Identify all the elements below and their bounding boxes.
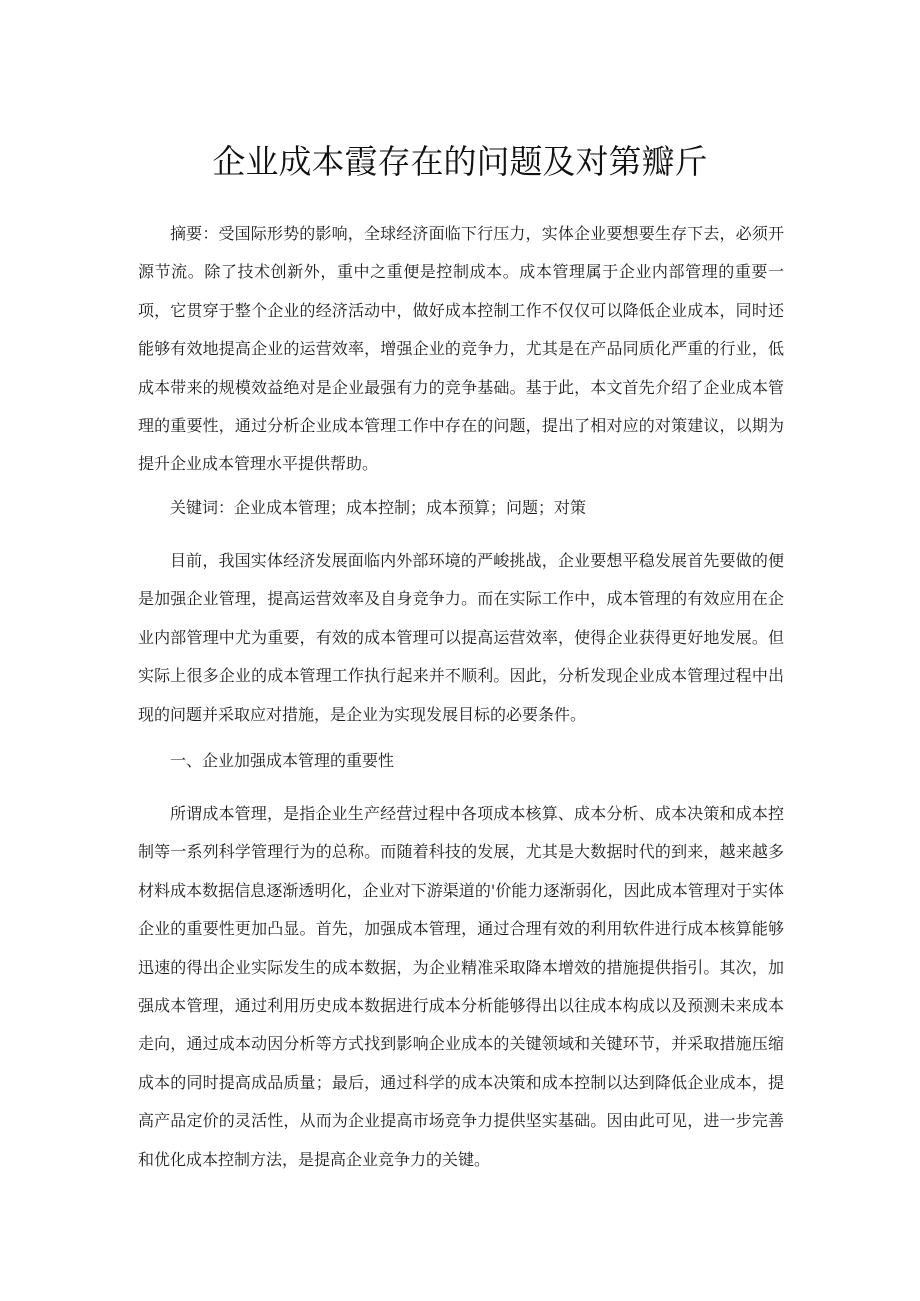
- section-body-paragraph: 所谓成本管理，是指企业生产经营过程中各项成本核算、成本分析、成本决策和成本控制等一系列科学管理行为的总称。而随着科技的发展，尤其是大数据时代的到来，越来越多材料成本数据信息逐渐透明化，企业对下游渠道的'价能力逐渐弱化，因此成本管理对于实体企业的重要性更加凸显。首先，加强成本管理，通过合理有效的利用软件进行成本核算能够迅速的得出企业实际发生的成本数据，为企业精准采取降本增效的措施提供指引。其次，加强成本管理，通过利用历史成本数据进行成本分析能够得出以往成本构成以及预测未来成本走向，通过成本动因分析等方式找到影响企业成本的关键领域和关键环节，并采取措施压缩成本的同时提高成品质量；最后，通过科学的成本决策和成本控制以达到降低企业成本，提高产品定价的灵活性，从而为企业提高市场竞争力提供坚实基础。因由此可见，进一步完善和优化成本控制方法，是提高企业竞争力的关键。: [138, 804, 784, 1169]
- intro-paragraph: 目前，我国实体经济发展面临内外部环境的严峻挑战，企业要想平稳发展首先要做的便是加强企业管理，提高运营效率及自身竞争力。而在实际工作中，成本管理的有效应用在企业内部管理中尤为重要，有效的成本管理可以提高运营效率，使得企业获得更好地发展。但实际上很多企业的成本管理工作执行起来并不顺利。因此，分析发现企业成本管理过程中出现的问题并采取应对措施，是企业为实现发展目标的必要条件。: [138, 551, 784, 724]
- abstract-paragraph: 摘要：受国际形势的影响，全球经济面临下行压力，实体企业要想要生存下去，必须开源节流。除了技术创新外，重中之重便是控制成本。成本管理属于企业内部管理的重要一项，它贯穿于整个企业的经济活动中，做好成本控制工作不仅仅可以降低企业成本，同时还能够有效地提高企业的运营效率，增强企业的竞争力，尤其是在产品同质化严重的行业，低成本带来的规模效益绝对是企业最强有力的竞争基础。基于此，本文首先介绍了企业成本管理的重要性，通过分析企业成本管理工作中存在的问题，提出了相对应的对策建议，以期为提升企业成本管理水平提供帮助。: [138, 224, 784, 474]
- document-title: 企业成本霞存在的问题及对第瓣斤: [212, 142, 708, 181]
- section-heading: 一、企业加强成本管理的重要性: [170, 751, 395, 770]
- keywords-line: 关键词：企业成本管理；成本控制；成本预算；问题；对策: [170, 498, 587, 517]
